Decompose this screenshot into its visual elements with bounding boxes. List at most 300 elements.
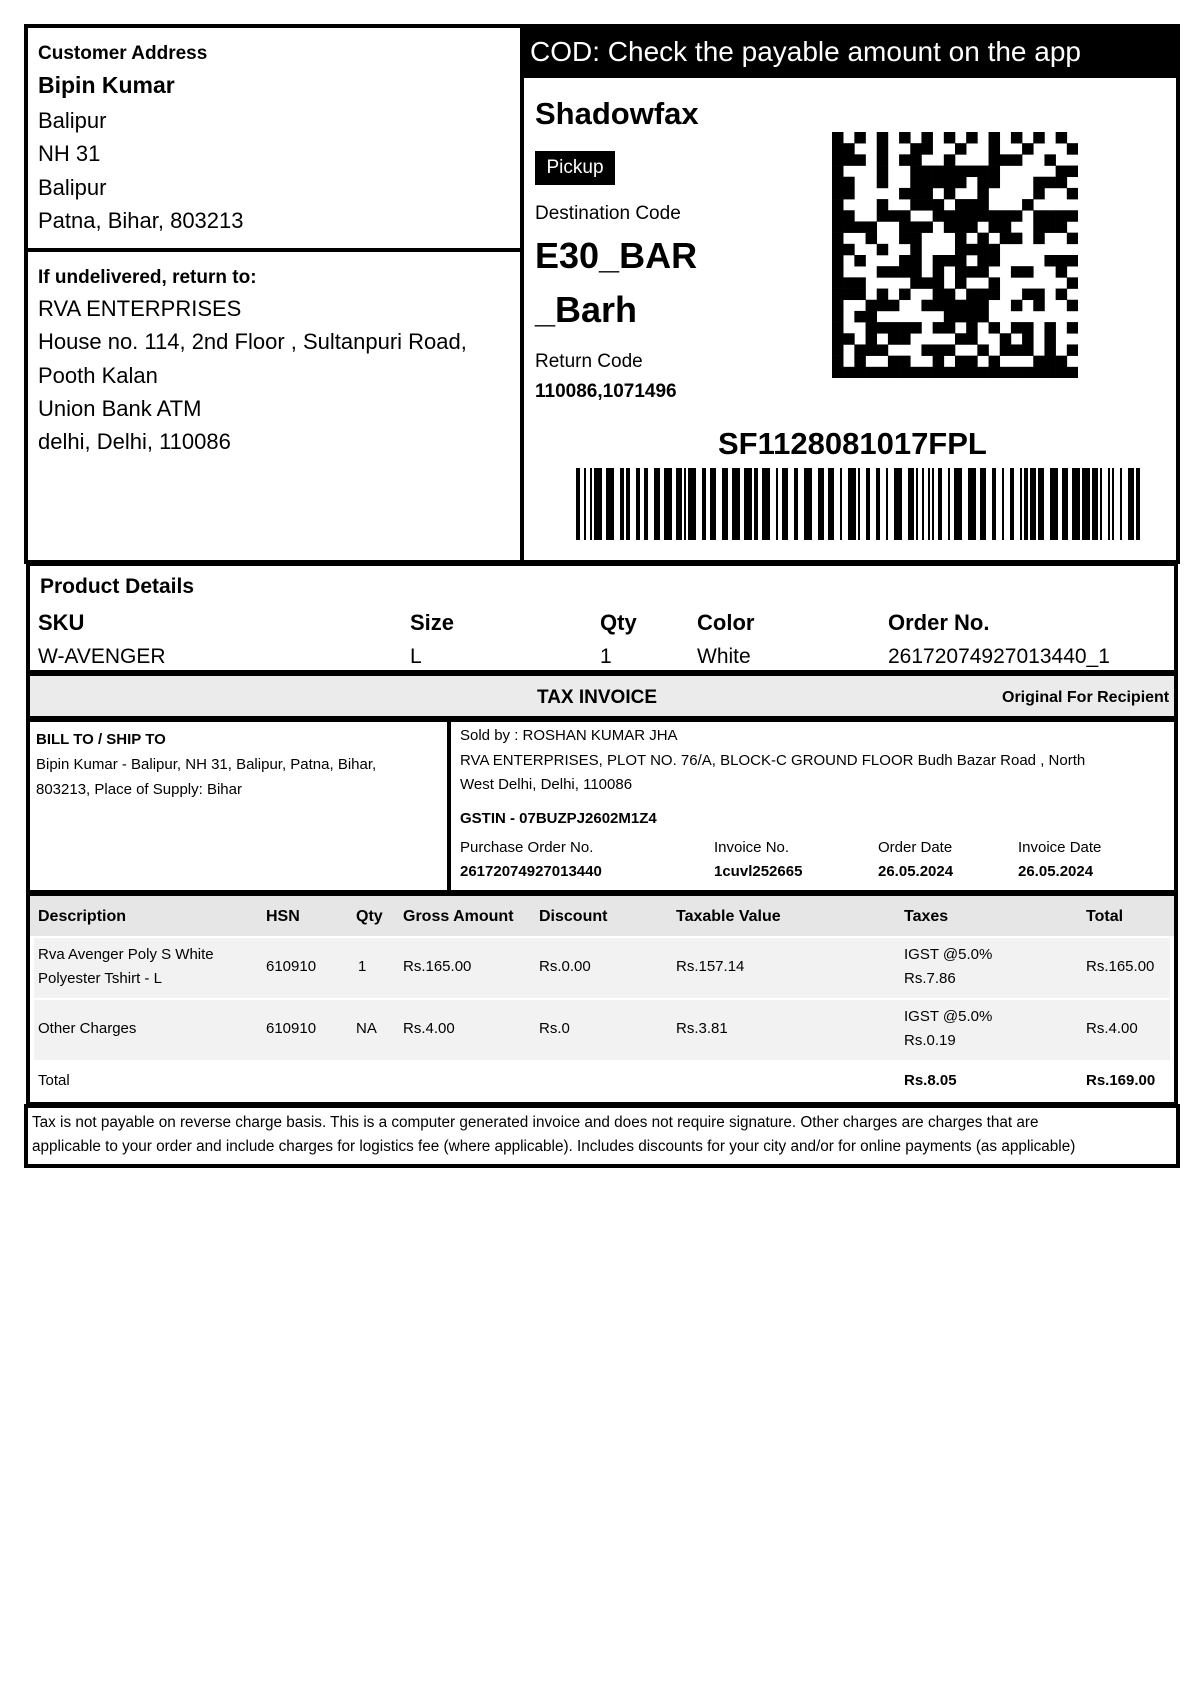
item-description: Other Charges — [38, 1020, 137, 1037]
item-total: Rs.165.00 — [1086, 958, 1155, 975]
code-module — [1033, 210, 1044, 221]
cod-banner: COD: Check the payable amount on the app — [524, 26, 1178, 78]
code-module — [910, 233, 921, 244]
code-module — [866, 333, 877, 344]
item-qty: 1 — [358, 958, 367, 975]
product-color: White — [697, 645, 751, 668]
code-module — [854, 154, 865, 165]
code-module — [1044, 344, 1055, 355]
barcode-bar — [1024, 468, 1028, 540]
code-module — [877, 244, 888, 255]
code-module — [899, 188, 910, 199]
code-module — [899, 132, 910, 143]
barcode-bar — [576, 468, 580, 540]
code-module — [989, 210, 1000, 221]
code-module — [1044, 333, 1055, 344]
code-module — [1044, 177, 1055, 188]
code-module — [921, 277, 932, 288]
barcode-bar — [876, 468, 880, 540]
code-module — [966, 333, 977, 344]
code-module — [1033, 221, 1044, 232]
code-module — [832, 221, 843, 232]
code-module — [1033, 300, 1044, 311]
code-module — [1067, 210, 1078, 221]
code-module — [1000, 221, 1011, 232]
code-module — [1056, 367, 1067, 378]
item-discount: Rs.0 — [539, 1020, 570, 1037]
code-module — [989, 221, 1000, 232]
barcode-bar — [818, 468, 824, 540]
meta-label: Purchase Order No. — [460, 839, 594, 856]
code-module — [921, 132, 932, 143]
code-module — [955, 255, 966, 266]
total-label: Total — [38, 1072, 70, 1089]
gstin: GSTIN - 07BUZPJ2602M1Z4 — [460, 810, 657, 827]
code-module — [910, 322, 921, 333]
code-module — [1022, 344, 1033, 355]
barcode-bar — [886, 468, 888, 540]
barcode-bar — [688, 468, 696, 540]
code-module — [1011, 154, 1022, 165]
code-module — [877, 322, 888, 333]
bill-to-line: Bipin Kumar - Balipur, NH 31, Balipur, Patna, Bihar, — [36, 756, 377, 773]
barcode-bar — [1020, 468, 1022, 540]
customer-address-line: Balipur — [38, 108, 107, 133]
code-module — [1022, 367, 1033, 378]
th-description: Description — [38, 908, 127, 925]
code-module — [933, 199, 944, 210]
barcode-bar — [664, 468, 672, 540]
code-module — [866, 221, 877, 232]
barcode-bar — [992, 468, 996, 540]
code-module — [832, 300, 843, 311]
barcode-bar — [968, 468, 976, 540]
barcode-bar — [584, 468, 586, 540]
item-hsn: 610910 — [266, 1020, 317, 1037]
code-module — [910, 277, 921, 288]
barcode-bar — [922, 468, 924, 540]
code-module — [966, 210, 977, 221]
code-module — [944, 255, 955, 266]
item-description: Polyester Tshirt - L — [38, 970, 162, 987]
code-module — [832, 266, 843, 277]
code-module — [977, 367, 988, 378]
code-module — [933, 367, 944, 378]
code-module — [1067, 344, 1078, 355]
code-module — [1067, 277, 1078, 288]
barcode-bar — [644, 468, 648, 540]
code-module — [899, 356, 910, 367]
code-module — [866, 322, 877, 333]
destination-code: _Barh — [535, 289, 638, 330]
barcode-bar — [948, 468, 950, 540]
barcode-bar — [928, 468, 930, 540]
code-module — [866, 367, 877, 378]
code-module — [854, 367, 865, 378]
code-module — [1044, 356, 1055, 367]
code-module — [1000, 367, 1011, 378]
datamatrix-code-icon — [832, 132, 1078, 378]
code-module — [843, 221, 854, 232]
code-module — [877, 210, 888, 221]
code-module — [899, 233, 910, 244]
code-module — [921, 300, 932, 311]
col-header-qty: Qty — [600, 610, 637, 635]
col-header-size: Size — [410, 610, 455, 635]
code-module — [1000, 233, 1011, 244]
code-module — [1033, 356, 1044, 367]
code-module — [977, 188, 988, 199]
code-module — [977, 266, 988, 277]
return-address-line: House no. 114, 2nd Floor , Sultanpuri Road, — [38, 329, 467, 354]
code-module — [989, 154, 1000, 165]
meta-label: Invoice No. — [714, 839, 790, 856]
code-module — [877, 300, 888, 311]
code-module — [854, 277, 865, 288]
barcode-bar — [908, 468, 914, 540]
code-module — [1033, 367, 1044, 378]
col-header-order-no: Order No. — [888, 610, 990, 635]
item-tax-amount: Rs.0.19 — [904, 1032, 956, 1049]
note-line: applicable to your order and include charges for logistics fee (where applicable). Includes discounts for your city and/or for online payments (as applicable) — [32, 1138, 1076, 1155]
code-module — [1056, 221, 1067, 232]
barcode-bar — [782, 468, 788, 540]
seller-address-line: RVA ENTERPRISES, PLOT NO. 76/A, BLOCK-C GROUND FLOOR Budh Bazar Road , North — [460, 752, 1086, 769]
courier-name: Shadowfax — [535, 96, 699, 131]
item-gross: Rs.165.00 — [403, 958, 472, 975]
return-address-heading: If undelivered, return to: — [38, 267, 257, 288]
barcode-bar — [1112, 468, 1114, 540]
code-module — [1000, 344, 1011, 355]
item-taxable: Rs.3.81 — [676, 1020, 728, 1037]
divider-vertical — [447, 718, 451, 894]
barcode-bar — [1002, 468, 1004, 540]
code-module — [944, 311, 955, 322]
invoice-copy-label: Original For Recipient — [1002, 689, 1170, 706]
code-module — [977, 177, 988, 188]
code-module — [1033, 132, 1044, 143]
bill-to-heading: BILL TO / SHIP TO — [36, 731, 166, 748]
code-module — [1011, 210, 1022, 221]
code-module — [921, 221, 932, 232]
barcode-bar — [916, 468, 918, 540]
code-module — [966, 322, 977, 333]
table-row — [34, 1000, 1170, 1060]
code-module — [966, 266, 977, 277]
invoice-date: 26.05.2024 — [1018, 863, 1094, 880]
code-module — [1056, 166, 1067, 177]
code-module — [966, 289, 977, 300]
code-module — [910, 266, 921, 277]
barcode-bar — [1128, 468, 1134, 540]
code-module — [832, 289, 843, 300]
code-module — [955, 266, 966, 277]
code-module — [843, 289, 854, 300]
code-module — [877, 199, 888, 210]
item-total: Rs.4.00 — [1086, 1020, 1138, 1037]
code-module — [921, 199, 932, 210]
code-module — [832, 277, 843, 288]
code-module — [877, 166, 888, 177]
code-module — [1044, 255, 1055, 266]
item-tax-amount: Rs.7.86 — [904, 970, 956, 987]
code-module — [955, 221, 966, 232]
code-module — [1022, 266, 1033, 277]
code-module — [944, 154, 955, 165]
code-module — [955, 356, 966, 367]
barcode-bar — [606, 468, 614, 540]
code-module — [966, 132, 977, 143]
code-module — [977, 244, 988, 255]
code-module — [877, 367, 888, 378]
customer-address-line: Patna, Bihar, 803213 — [38, 208, 244, 233]
code-module — [966, 166, 977, 177]
code-module — [1000, 210, 1011, 221]
code-module — [899, 367, 910, 378]
code-module — [832, 143, 843, 154]
code-module — [854, 311, 865, 322]
code-module — [955, 233, 966, 244]
code-module — [966, 244, 977, 255]
code-module — [944, 210, 955, 221]
code-module — [955, 311, 966, 322]
code-module — [854, 289, 865, 300]
code-module — [1011, 132, 1022, 143]
code-module — [832, 177, 843, 188]
code-module — [888, 333, 899, 344]
code-module — [989, 166, 1000, 177]
code-module — [832, 255, 843, 266]
code-module — [910, 143, 921, 154]
code-module — [832, 356, 843, 367]
code-module — [1067, 322, 1078, 333]
code-module — [921, 143, 932, 154]
code-module — [899, 333, 910, 344]
code-module — [1033, 188, 1044, 199]
product-sku: W-AVENGER — [38, 645, 166, 668]
meta-label: Invoice Date — [1018, 839, 1102, 856]
destination-code: E30_BAR — [535, 235, 698, 276]
code-module — [955, 210, 966, 221]
code-module — [910, 188, 921, 199]
item-taxable: Rs.157.14 — [676, 958, 745, 975]
th-gross-amount: Gross Amount — [403, 908, 514, 925]
return-address-line: Union Bank ATM — [38, 396, 202, 421]
code-module — [921, 166, 932, 177]
code-module — [866, 233, 877, 244]
col-header-sku: SKU — [38, 610, 85, 635]
code-module — [955, 244, 966, 255]
return-code: 110086,1071496 — [535, 381, 677, 402]
barcode-bar — [938, 468, 942, 540]
code-module — [933, 289, 944, 300]
th-total: Total — [1086, 908, 1124, 925]
code-module — [1067, 233, 1078, 244]
code-module — [944, 177, 955, 188]
barcode-bar — [594, 468, 602, 540]
barcode-bar — [1082, 468, 1090, 540]
code-module — [966, 300, 977, 311]
barcode-bar — [804, 468, 812, 540]
code-module — [1011, 367, 1022, 378]
item-gross: Rs.4.00 — [403, 1020, 455, 1037]
barcode-bar — [1010, 468, 1014, 540]
barcode-bar — [754, 468, 758, 540]
barcode-bar — [848, 468, 856, 540]
code-module — [1056, 177, 1067, 188]
code-module — [1067, 367, 1078, 378]
purchase-order-no: 26172074927013440 — [460, 863, 602, 880]
code-module — [1044, 210, 1055, 221]
code-module — [843, 244, 854, 255]
code-module — [1022, 333, 1033, 344]
code-module — [854, 356, 865, 367]
code-module — [977, 210, 988, 221]
code-module — [989, 356, 1000, 367]
code-module — [955, 277, 966, 288]
invoice-no: 1cuvl252665 — [714, 863, 803, 880]
sold-by: Sold by : ROSHAN KUMAR JHA — [460, 727, 678, 744]
barcode-bar — [828, 468, 834, 540]
return-address-line: RVA ENTERPRISES — [38, 296, 242, 321]
th-taxable-value: Taxable Value — [676, 908, 781, 925]
tax-invoice-title: TAX INVOICE — [537, 687, 657, 708]
awb-number: SF1128081017FPL — [718, 426, 987, 461]
code-module — [843, 367, 854, 378]
item-qty: NA — [356, 1020, 377, 1037]
code-module — [877, 289, 888, 300]
code-module — [832, 367, 843, 378]
barcode-bar — [794, 468, 798, 540]
barcode-bar — [1108, 468, 1110, 540]
code-module — [977, 166, 988, 177]
code-module — [944, 344, 955, 355]
code-module — [921, 344, 932, 355]
item-tax-rate: IGST @5.0% — [904, 1008, 993, 1025]
code-module — [955, 300, 966, 311]
code-module — [910, 255, 921, 266]
code-module — [910, 177, 921, 188]
barcode-bar — [1100, 468, 1102, 540]
code-module — [888, 322, 899, 333]
code-module — [832, 344, 843, 355]
code-module — [1000, 154, 1011, 165]
code-module — [1011, 233, 1022, 244]
divider-vertical — [520, 24, 524, 564]
return-code-label: Return Code — [535, 351, 643, 372]
item-description: Rva Avenger Poly S White — [38, 946, 214, 963]
code-module — [843, 177, 854, 188]
code-module — [910, 244, 921, 255]
code-module — [832, 188, 843, 199]
code-module — [899, 266, 910, 277]
code-module — [966, 311, 977, 322]
code-module — [888, 367, 899, 378]
code-module — [1011, 344, 1022, 355]
code-module — [933, 356, 944, 367]
code-module — [854, 132, 865, 143]
code-module — [899, 289, 910, 300]
billing-section — [26, 718, 1178, 894]
code-module — [832, 333, 843, 344]
code-module — [955, 143, 966, 154]
code-module — [832, 132, 843, 143]
code-module — [933, 322, 944, 333]
code-module — [899, 322, 910, 333]
bill-to-line: 803213, Place of Supply: Bihar — [36, 781, 242, 798]
code-module — [1056, 255, 1067, 266]
barcode-bar — [1030, 468, 1036, 540]
th-qty: Qty — [356, 908, 383, 925]
seller-address-line: West Delhi, Delhi, 110086 — [460, 776, 633, 793]
total-taxes: Rs.8.05 — [904, 1072, 957, 1089]
code-module — [966, 356, 977, 367]
code-module — [933, 166, 944, 177]
barcode-bar — [866, 468, 870, 540]
code-module — [832, 311, 843, 322]
code-module — [933, 344, 944, 355]
code-module — [977, 311, 988, 322]
code-module — [899, 154, 910, 165]
code-module — [843, 210, 854, 221]
barcode-bar — [626, 468, 630, 540]
code-module — [933, 300, 944, 311]
item-hsn: 610910 — [266, 958, 317, 975]
customer-address-heading: Customer Address — [38, 43, 208, 64]
code-module — [1067, 166, 1078, 177]
destination-code-label: Destination Code — [535, 203, 681, 224]
code-module — [899, 210, 910, 221]
return-address-line: delhi, Delhi, 110086 — [38, 429, 231, 454]
code-module — [977, 233, 988, 244]
code-module — [1056, 356, 1067, 367]
barcode-icon — [576, 468, 1142, 540]
code-module — [1044, 367, 1055, 378]
code-module — [944, 188, 955, 199]
code-module — [1044, 221, 1055, 232]
barcode-bar — [1062, 468, 1068, 540]
code-module — [1067, 143, 1078, 154]
code-module — [866, 311, 877, 322]
code-module — [888, 356, 899, 367]
code-module — [1056, 210, 1067, 221]
barcode-bar — [980, 468, 986, 540]
code-module — [1067, 188, 1078, 199]
code-module — [877, 177, 888, 188]
code-module — [1022, 199, 1033, 210]
code-module — [1033, 177, 1044, 188]
code-module — [843, 277, 854, 288]
code-module — [933, 266, 944, 277]
barcode-bar — [1072, 468, 1080, 540]
code-module — [933, 210, 944, 221]
code-module — [1011, 322, 1022, 333]
code-module — [1022, 322, 1033, 333]
barcode-bar — [894, 468, 902, 540]
item-tax-rate: IGST @5.0% — [904, 946, 993, 963]
barcode-bar — [1050, 468, 1058, 540]
barcode-bar — [1136, 468, 1140, 540]
code-module — [955, 367, 966, 378]
code-module — [944, 322, 955, 333]
code-module — [989, 367, 1000, 378]
code-module — [832, 233, 843, 244]
item-discount: Rs.0.00 — [539, 958, 591, 975]
barcode-bar — [710, 468, 716, 540]
code-module — [1022, 143, 1033, 154]
return-address-line: Pooth Kalan — [38, 363, 158, 388]
code-module — [955, 177, 966, 188]
